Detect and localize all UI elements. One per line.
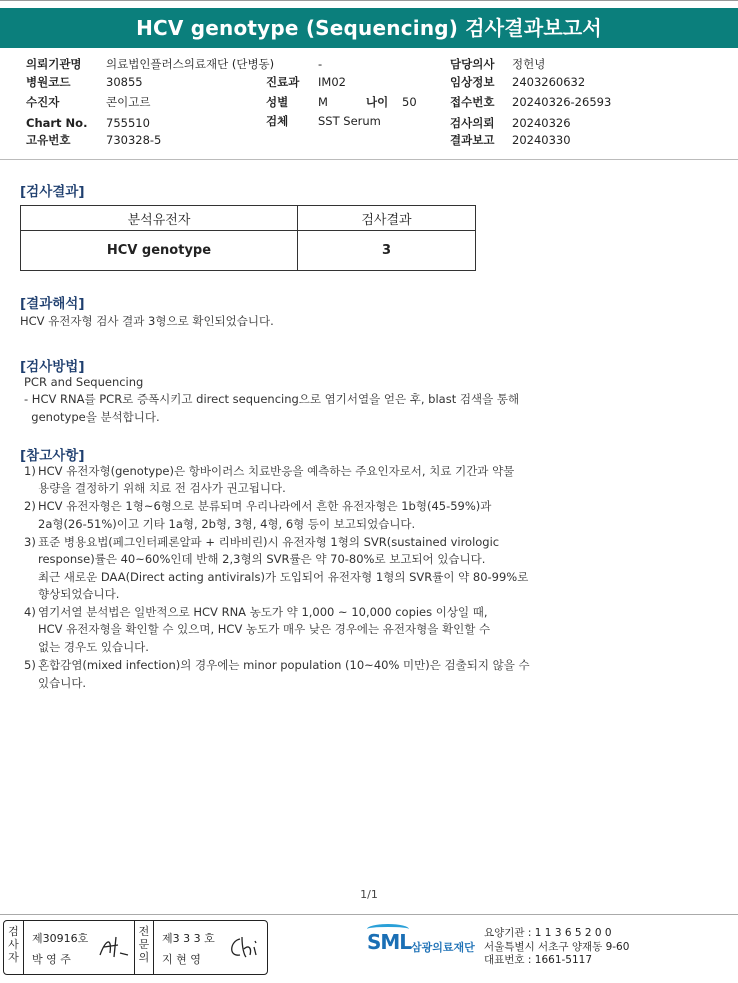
label-doctor: 담당의사 [450, 57, 495, 71]
label-receipt-no: 접수번호 [450, 95, 495, 109]
value-department: IM02 [318, 75, 346, 89]
section-method-title: [검사방법] [20, 359, 85, 375]
label-age: 나이 [366, 95, 389, 109]
value-report-date: 20240330 [512, 133, 571, 147]
note-line: HCV 유전자형을 확인할 수 있으며, HCV 농도가 매우 낮은 경우에는 유전자형을 확인할 수 [38, 622, 491, 636]
interpretation-text: HCV 유전자형 검사 결과 3형으로 확인되었습니다. [20, 314, 274, 328]
note-line: HCV 유전자형은 1형~6형으로 분류되며 우리나라에서 흔한 유전자형은 1b형(45-59%)과 [38, 499, 492, 513]
note-number: 5) [24, 658, 36, 672]
report-title: HCV genotype (Sequencing) 검사결과보고서 [0, 8, 738, 48]
specialist-label [134, 921, 154, 974]
note-number: 4) [24, 605, 36, 619]
method-line: - HCV RNA를 PCR로 증폭시키고 direct sequencing으로 염기서열을 얻은 후, blast 검색을 통해 [24, 392, 520, 406]
signature-box [3, 920, 268, 975]
table-row [21, 231, 476, 271]
tester-label-text: 검사자 [8, 925, 19, 964]
tester-license-no: 제30916호 [32, 932, 89, 945]
tester-signature [96, 933, 132, 961]
value-unique-no: 730328-5 [106, 133, 162, 147]
note-line: 2a형(26-51%)이고 기타 1a형, 2b형, 3형, 4형, 6형 등이 보고되었습니다. [38, 517, 416, 531]
note-number: 1) [24, 464, 36, 478]
page-number: 1/1 [360, 888, 378, 901]
note-line: 용량을 결정하기 위해 치료 전 검사가 권고됩니다. [38, 481, 286, 495]
label-unique-no: 고유번호 [26, 133, 71, 147]
note-number: 3) [24, 535, 36, 549]
org-info-line: 요양기관 : 1 1 3 6 5 2 0 0 [484, 927, 612, 939]
result-table-header [21, 206, 476, 231]
label-report-date: 결과보고 [450, 133, 495, 147]
value-chart-no: 755510 [106, 116, 150, 130]
note-line: 최근 새로운 DAA(Direct acting antivirals)가 도입되어 유전자형 1형의 SVR률이 약 80-99%로 [38, 570, 529, 584]
note-line: 염기서열 분석법은 일반적으로 HCV RNA 농도가 약 1,000 ~ 10,000 copies 이상일 때, [38, 605, 488, 619]
tester-name: 박 영 주 [32, 953, 71, 966]
note-line: 향상되었습니다. [38, 587, 120, 601]
section-notes-title: [참고사항] [20, 448, 85, 464]
value-patient-name: 콘이고르 [106, 95, 151, 109]
specialist-label-text: 전문의 [138, 925, 150, 964]
note-line: 표준 병용요법(페그인터페론알파 + 리바비린)시 유전자형 1형의 SVR(sustained virologic [38, 535, 500, 549]
specialist-signature [226, 933, 266, 963]
value-doctor: 정헌녕 [512, 57, 546, 71]
note-line: response)률은 40~60%인데 반해 2,3형의 SVR률은 약 70-80%로 보고되어 있습니다. [38, 552, 486, 566]
label-patient-name: 수진자 [26, 95, 60, 109]
label-request-date: 검사의뢰 [450, 116, 495, 130]
section-result-title: [검사결과] [20, 184, 85, 200]
result-table [20, 205, 476, 271]
specialist-license-no: 제3 3 3 호 [162, 932, 215, 945]
specialist-name: 지 현 영 [162, 953, 201, 966]
org-name: 삼광의료재단 [411, 941, 475, 954]
label-requesting-institution: 의뢰기관명 [26, 57, 82, 71]
note-line: 혼합감염(mixed infection)의 경우에는 minor population (10~40% 미만)은 검출되지 않을 수 [38, 658, 530, 672]
info-divider [0, 159, 738, 160]
value-specimen: SST Serum [318, 114, 381, 128]
label-clinical-info: 임상정보 [450, 75, 495, 89]
org-info-line: 서울특별시 서초구 양재동 9-60 [484, 940, 630, 953]
value-receipt-no: 20240326-26593 [512, 95, 612, 109]
header-result: 검사결과 [298, 206, 476, 231]
org-info [484, 927, 629, 968]
value-hospital-code: 30855 [106, 75, 143, 89]
note-line: 없는 경우도 있습니다. [38, 640, 149, 654]
value-request-date: 20240326 [512, 116, 571, 130]
value-requesting-institution: 의료법인플러스의료재단 (단병동) [106, 57, 275, 71]
note-line: 있습니다. [38, 676, 87, 690]
logo-mark: SML [367, 930, 412, 954]
label-department: 진료과 [266, 75, 300, 89]
method-line: PCR and Sequencing [24, 375, 144, 389]
section-interpretation-title: [결과해석] [20, 296, 85, 312]
header-gene: 분석유전자 [21, 206, 298, 231]
note-line: HCV 유전자형(genotype)은 항바이러스 치료반응을 예측하는 주요인자로서, 치료 기간과 약물 [38, 464, 515, 478]
cell-result: 3 [298, 231, 476, 271]
footer-divider [0, 914, 738, 915]
method-line: genotype을 분석합니다. [24, 410, 160, 424]
label-sex: 성별 [266, 95, 289, 109]
label-specimen: 검체 [266, 114, 289, 128]
cell-gene: HCV genotype [21, 231, 298, 271]
value-age: 50 [402, 95, 417, 109]
org-info-line: 대표번호 : 1661-5117 [484, 954, 593, 966]
label-hospital-code: 병원코드 [26, 75, 71, 89]
label-chart-no: Chart No. [26, 116, 88, 130]
tester-label [4, 921, 24, 974]
note-number: 2) [24, 499, 36, 513]
value-ward: - [318, 57, 323, 71]
top-rule [0, 0, 738, 1]
value-sex: M [318, 95, 328, 109]
value-clinical-info: 2403260632 [512, 75, 586, 89]
